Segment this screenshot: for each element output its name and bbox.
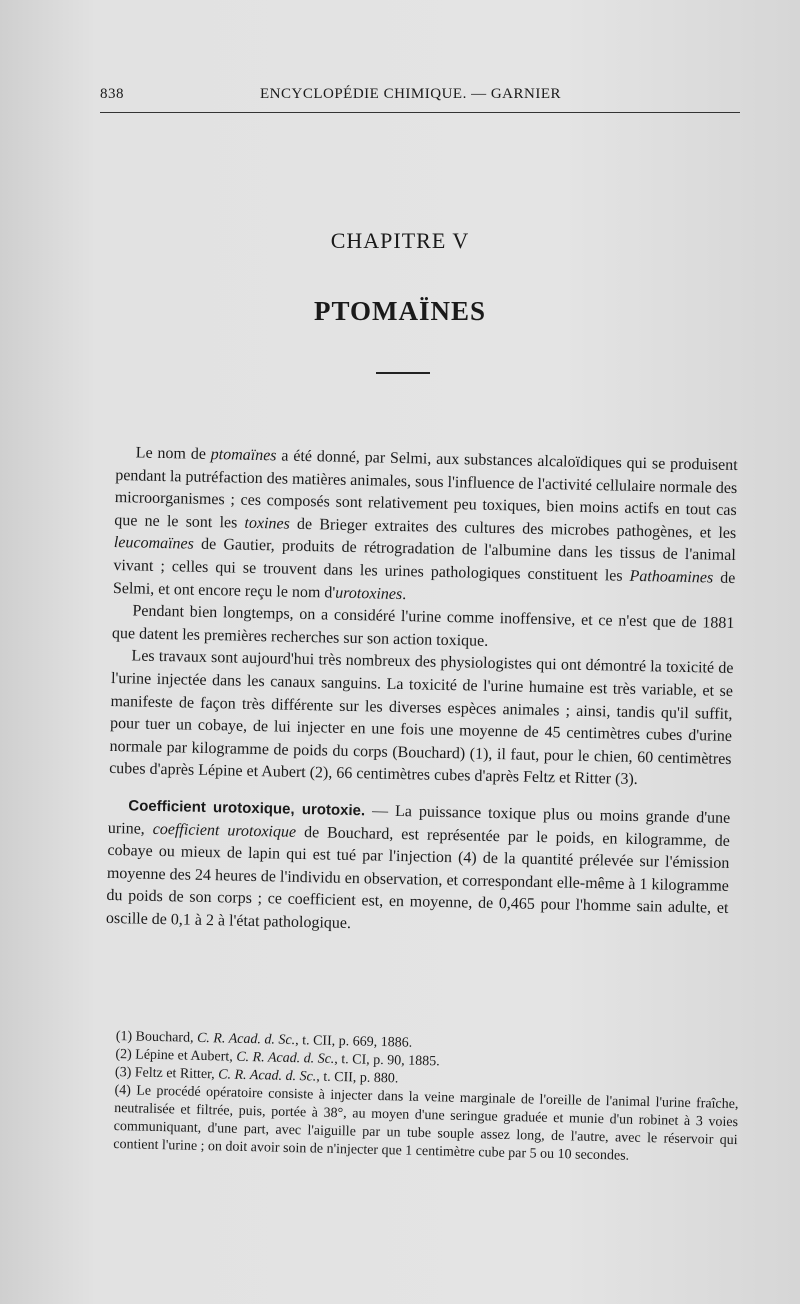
paragraph-1 [113, 442, 738, 613]
paragraph-text: . [402, 585, 407, 603]
paragraph-text: — La puissance toxique plus ou moins grande d'une urine, [107, 802, 731, 838]
footnote-text: , t. CI, p. 90, 1885. [334, 1051, 440, 1070]
paragraph-text: Le nom de [135, 444, 211, 463]
paragraph-text: de Bouchard, est représentée par le poids, en kilogramme, de cobaye ou mieux de lapin qui est tué par l'injection (4) de la quantité prélevée sur l'émission moyenne des 24 heures de l'individu en observation, et correspondant elle-même à 1 kilogramme du poids de son corps ; ce coefficient est, en moyenne, de 0,465 pour l'homme sain adulte, et oscille de 0,1 à 2 à l'état pathologique. [105, 823, 730, 932]
paragraph-2: Pendant bien longtemps, on a considéré l'urine comme inoffensive, et ce n'est que de 1881 que datent les premières recherches sur son action toxique. [111, 602, 735, 650]
footnote-source: C. R. Acad. d. Sc. [196, 1030, 296, 1049]
footnote-text: (2) Lépine et Aubert, [115, 1046, 237, 1065]
running-title: ENCYCLOPÉDIE CHIMIQUE. — GARNIER [260, 86, 561, 102]
section-heading: Coefficient urotoxique, urotoxie. [128, 797, 366, 820]
footnote-text: , t. CII, p. 669, 1886. [294, 1033, 413, 1051]
footnote-source: C. R. Acad. d. Sc. [218, 1067, 317, 1085]
header-rule [100, 112, 740, 113]
paragraph-text: de Selmi, et ont encore reçu le nom d' [112, 569, 736, 602]
page-number: 838 [100, 86, 124, 102]
title-rule [376, 372, 430, 374]
footnotes [113, 1028, 740, 1168]
paragraph-text: de Brieger extraites des cultures des microbes pathogènes, et les [289, 515, 737, 542]
chapter-title: PTOMAÏNES [313, 296, 487, 326]
term-pathoamines: Pathoamines [629, 567, 714, 587]
footnote-4: (4) Le procédé opératoire consiste à injecter dans la veine marginale de l'oreille de l'animal l'urine fraîche, neutralisée et filtrée, puis, portée à 38°, au moyen d'une seringue graduée et munie d'un robinet à 3 voies communiquant, d'une part, avec l'aiguille par un tube souple assez long, de l'autre, avec le réservoir qui contient l'urine ; on doit avoir soin de n'injecter que 1 centimètre cube par 5 ou 10 secondes. [113, 1082, 739, 1164]
footnote-text: (3) Feltz et Ritter, [114, 1064, 219, 1083]
body-text [106, 442, 738, 943]
term-urotoxines: urotoxines [335, 584, 403, 603]
paragraph-text: de Gautier, produits de rétrogradation de l'albumine dans les tissus de l'animal vivant ; celles qui se trouvent dans les urines pathologiques constituent les [113, 536, 736, 585]
footnote-text: , t. CII, p. 880. [316, 1069, 399, 1087]
paragraph-text: a été donné, par Selmi, aux substances alcaloïdiques qui se produisent pendant la putréfaction des matières animales, sous l'influence de l'activité cellulaire normale des microorganismes ; ces composés sont relativement peu toxiques, bien moins actifs en tout cas que ne le sont les [114, 447, 738, 532]
footnote-source: C. R. Acad. d. Sc. [236, 1049, 335, 1067]
term-leucomaines: leucomaïnes [113, 534, 195, 554]
term-coefficient: coefficient urotoxique [152, 820, 297, 841]
chapter-heading: CHAPITRE V [330, 228, 470, 253]
term-ptomaines: ptomaïnes [210, 445, 277, 465]
term-toxines: toxines [244, 514, 291, 533]
paragraph-4 [106, 795, 731, 944]
footnote-text: (1) Bouchard, [115, 1028, 198, 1046]
paragraph-3: Les travaux sont aujourd'hui très nombreux des physiologistes qui ont démontré la toxicité de l'urine injectée dans les canaux sanguins. La toxicité de l'urine humaine est très variable, et se manifeste de façon très différente sur les diverses espèces animales ; ainsi, tandis qu'il suffit, pour tuer un cobaye, de lui injecter en une fois une moyenne de 45 centimètres cubes d'urine normale par kilogramme de poids du corps (Bouchard) (1), il faut, pour le chien, 60 centimètres cubes d'après Lépine et Aubert (2), 66 centimètres cubes d'après Feltz et Ritter (3). [108, 647, 734, 789]
